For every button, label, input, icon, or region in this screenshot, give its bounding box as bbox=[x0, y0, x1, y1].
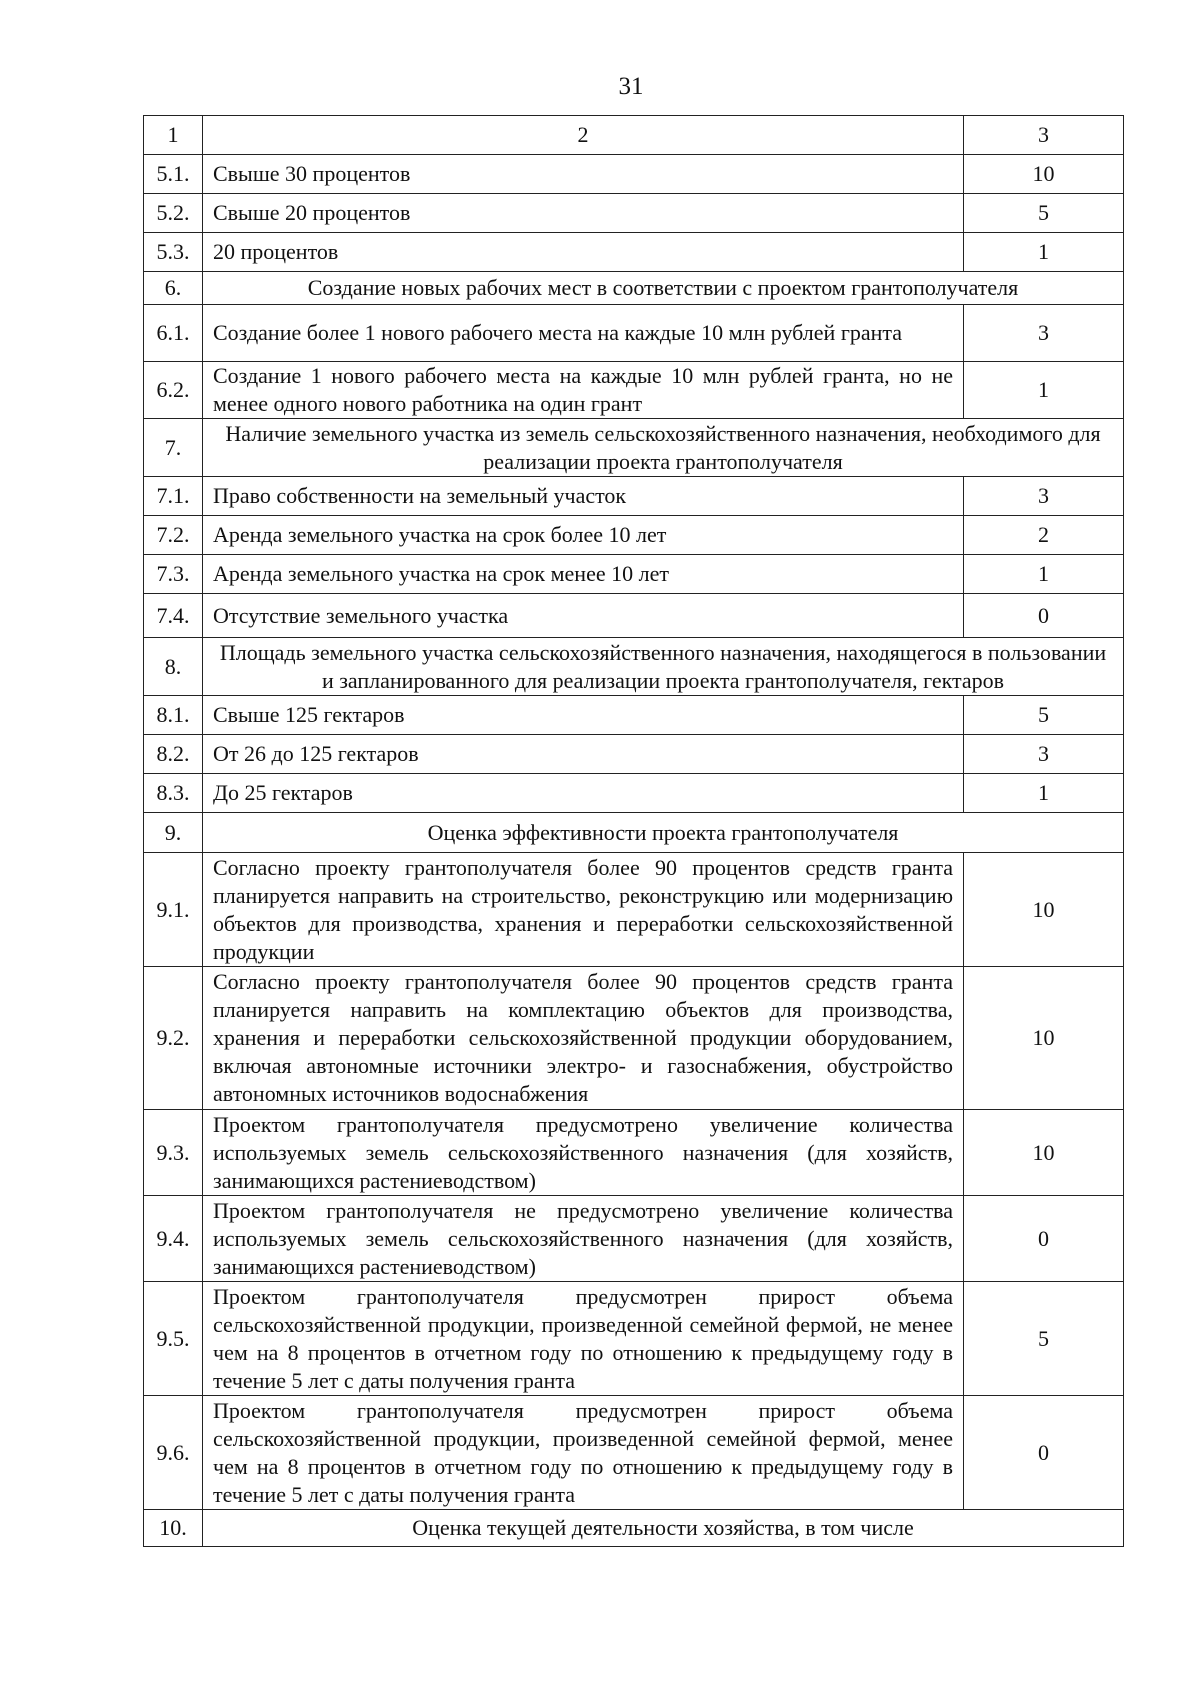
score-value: 3 bbox=[964, 735, 1124, 774]
table-row bbox=[144, 516, 1124, 555]
row-number: 9.5. bbox=[144, 1282, 203, 1396]
row-number: 9.4. bbox=[144, 1196, 203, 1282]
score-value: 1 bbox=[964, 233, 1124, 272]
row-number: 7.4. bbox=[144, 594, 203, 638]
section-row bbox=[144, 272, 1124, 305]
row-number: 7.3. bbox=[144, 555, 203, 594]
score-value: 0 bbox=[964, 1396, 1124, 1510]
table-row bbox=[144, 735, 1124, 774]
row-number: 5.2. bbox=[144, 194, 203, 233]
score-value: 3 bbox=[964, 477, 1124, 516]
criterion-text: Аренда земельного участка на срок более 10 лет bbox=[203, 516, 964, 555]
table-row bbox=[144, 967, 1124, 1110]
table-row bbox=[144, 477, 1124, 516]
section-row bbox=[144, 638, 1124, 696]
criterion-text: Свыше 125 гектаров bbox=[203, 696, 964, 735]
criterion-text: Создание более 1 нового рабочего места на каждые 10 млн рублей гранта bbox=[203, 305, 964, 362]
header-col-3: 3 bbox=[964, 116, 1124, 155]
score-value: 10 bbox=[964, 155, 1124, 194]
criterion-text: Проектом грантополучателя не предусмотрено увеличение количества используемых земель сельскохозяйственного назначения (для хозяйств, занимающихся растениеводством) bbox=[203, 1196, 964, 1282]
criterion-text: Свыше 30 процентов bbox=[203, 155, 964, 194]
row-number: 8.1. bbox=[144, 696, 203, 735]
criterion-text: Право собственности на земельный участок bbox=[203, 477, 964, 516]
table-row bbox=[144, 594, 1124, 638]
score-value: 5 bbox=[964, 194, 1124, 233]
criterion-text: До 25 гектаров bbox=[203, 774, 964, 813]
score-value: 10 bbox=[964, 853, 1124, 967]
criterion-text: От 26 до 125 гектаров bbox=[203, 735, 964, 774]
table-row bbox=[144, 362, 1124, 419]
section-title: Создание новых рабочих мест в соответствии с проектом грантополучателя bbox=[203, 272, 1124, 305]
row-number: 9.1. bbox=[144, 853, 203, 967]
row-number: 7.2. bbox=[144, 516, 203, 555]
row-number: 6. bbox=[144, 272, 203, 305]
score-value: 1 bbox=[964, 555, 1124, 594]
score-value: 0 bbox=[964, 1196, 1124, 1282]
section-title: Наличие земельного участка из земель сельскохозяйственного назначения, необходимого для реализации проекта грантополучателя bbox=[203, 419, 1124, 477]
criterion-text: Аренда земельного участка на срок менее 10 лет bbox=[203, 555, 964, 594]
section-row bbox=[144, 419, 1124, 477]
table-row bbox=[144, 555, 1124, 594]
section-title: Оценка эффективности проекта грантополучателя bbox=[203, 813, 1124, 853]
row-number: 9. bbox=[144, 813, 203, 853]
section-row bbox=[144, 813, 1124, 853]
score-value: 10 bbox=[964, 967, 1124, 1110]
header-col-2: 2 bbox=[203, 116, 964, 155]
table-row bbox=[144, 1110, 1124, 1196]
score-value: 1 bbox=[964, 774, 1124, 813]
criterion-text: 20 процентов bbox=[203, 233, 964, 272]
row-number: 9.3. bbox=[144, 1110, 203, 1196]
table-row bbox=[144, 233, 1124, 272]
table-row bbox=[144, 155, 1124, 194]
table-row bbox=[144, 305, 1124, 362]
score-value: 0 bbox=[964, 594, 1124, 638]
table-row bbox=[144, 1196, 1124, 1282]
score-value: 2 bbox=[964, 516, 1124, 555]
score-value: 5 bbox=[964, 696, 1124, 735]
score-value: 3 bbox=[964, 305, 1124, 362]
criterion-text: Свыше 20 процентов bbox=[203, 194, 964, 233]
row-number: 8.3. bbox=[144, 774, 203, 813]
table-row bbox=[144, 853, 1124, 967]
row-number: 7. bbox=[144, 419, 203, 477]
header-col-1: 1 bbox=[144, 116, 203, 155]
criterion-text: Отсутствие земельного участка bbox=[203, 594, 964, 638]
section-title: Оценка текущей деятельности хозяйства, в том числе bbox=[203, 1510, 1124, 1547]
criterion-text: Создание 1 нового рабочего места на каждые 10 млн рублей гранта, но не менее одного нового работника на один грант bbox=[203, 362, 964, 419]
criterion-text: Проектом грантополучателя предусмотрено увеличение количества используемых земель сельскохозяйственного назначения (для хозяйств, занимающихся растениеводством) bbox=[203, 1110, 964, 1196]
criteria-table bbox=[143, 115, 1124, 1547]
table-row bbox=[144, 1282, 1124, 1396]
row-number: 6.1. bbox=[144, 305, 203, 362]
row-number: 7.1. bbox=[144, 477, 203, 516]
row-number: 9.2. bbox=[144, 967, 203, 1110]
criterion-text: Проектом грантополучателя предусмотрен прирост объема сельскохозяйственной продукции, произведенной семейной фермой, менее чем на 8 процентов в отчетном году по отношению к предыдущему году в течение 5 лет с даты получения гранта bbox=[203, 1396, 964, 1510]
criterion-text: Согласно проекту грантополучателя более 90 процентов средств гранта планируется направить на комплектацию объектов для производства, хранения и переработки сельскохозяйственной продукции оборудованием, включая автономные источники электро- и газоснабжения, обустройство автономных источников водоснабжения bbox=[203, 967, 964, 1110]
table-row bbox=[144, 194, 1124, 233]
score-value: 1 bbox=[964, 362, 1124, 419]
criterion-text: Проектом грантополучателя предусмотрен прирост объема сельскохозяйственной продукции, произведенной семейной фермой, не менее чем на 8 процентов в отчетном году по отношению к предыдущему году в течение 5 лет с даты получения гранта bbox=[203, 1282, 964, 1396]
section-title: Площадь земельного участка сельскохозяйственного назначения, находящегося в пользовании и запланированного для реализации проекта грантополучателя, гектаров bbox=[203, 638, 1124, 696]
score-value: 10 bbox=[964, 1110, 1124, 1196]
section-row bbox=[144, 1510, 1124, 1547]
table-row bbox=[144, 1396, 1124, 1510]
table-row bbox=[144, 774, 1124, 813]
criterion-text: Согласно проекту грантополучателя более 90 процентов средств гранта планируется направить на строительство, реконструкцию или модернизацию объектов для производства, хранения и переработки сельскохозяйственной продукции bbox=[203, 853, 964, 967]
score-value: 5 bbox=[964, 1282, 1124, 1396]
row-number: 5.3. bbox=[144, 233, 203, 272]
table-row bbox=[144, 696, 1124, 735]
row-number: 9.6. bbox=[144, 1396, 203, 1510]
row-number: 8. bbox=[144, 638, 203, 696]
table-header-row bbox=[144, 116, 1124, 155]
row-number: 5.1. bbox=[144, 155, 203, 194]
row-number: 8.2. bbox=[144, 735, 203, 774]
row-number: 6.2. bbox=[144, 362, 203, 419]
row-number: 10. bbox=[144, 1510, 203, 1547]
page-number: 31 bbox=[618, 73, 644, 100]
